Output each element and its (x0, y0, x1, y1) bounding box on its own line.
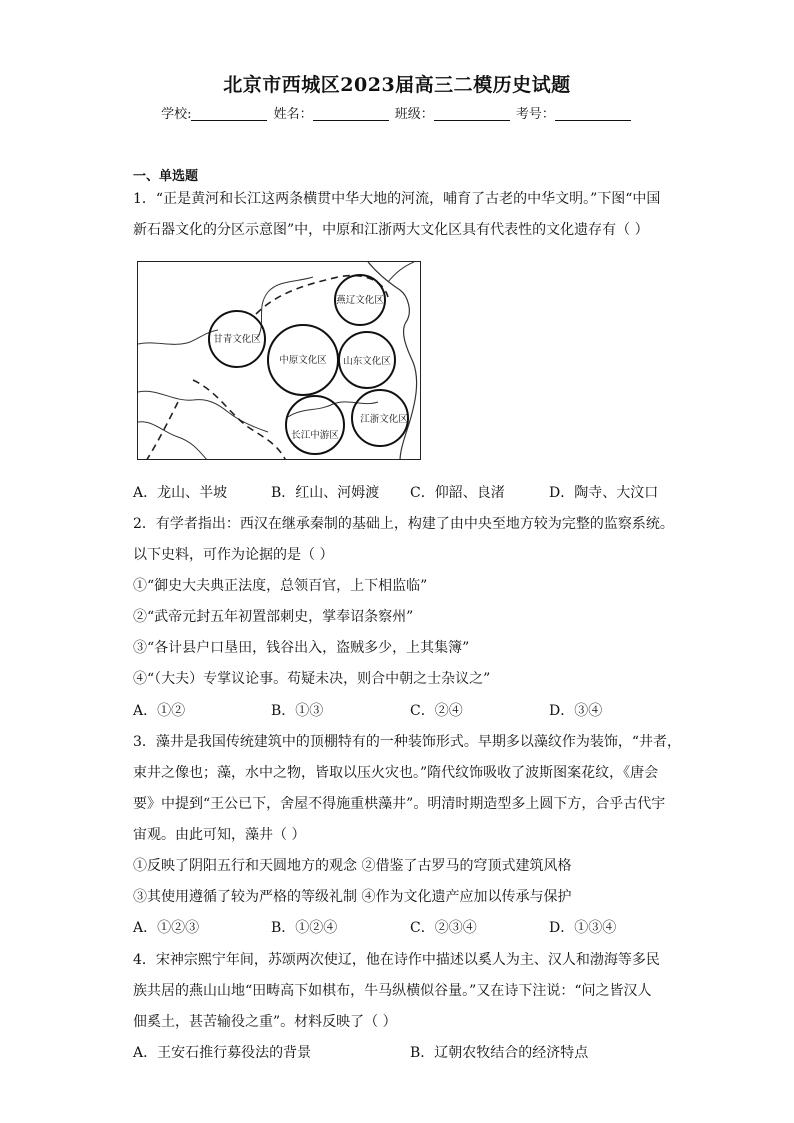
q2-line-1: 2．有学者指出：西汉在继承秦制的基础上，构建了由中央至地方较为完整的监察系统。 (133, 516, 674, 532)
q4-option-a[interactable]: A．王安石推行募役法的背景 (133, 1045, 312, 1061)
q3-line-2: 束井之像也；藻，水中之物，皆取以压火灾也。”隋代纹饰吸收了波斯图案花纹，《唐会 (133, 765, 659, 781)
region-label-ganqing: 甘青文化区 (213, 334, 261, 345)
map-svg (138, 262, 421, 460)
region-label-jiangzhe: 江浙文化区 (360, 414, 408, 425)
q2-option-d[interactable]: D．③④ (549, 703, 603, 719)
q4-line-1: 4．宋神宗熙宁年间，苏颂两次使辽，他在诗作中描述以奚人为主、汉人和渤海等多民 (133, 952, 660, 968)
q3-line-5: ①反映了阴阳五行和天圆地方的观念 ②借鉴了古罗马的穹顶式建筑风格 (133, 858, 572, 874)
id-label: 考号： (515, 107, 555, 122)
q2-line-5: ③“各计县户口垦田，钱谷出入，盗贼多少，上其集簿” (133, 640, 470, 656)
student-info-row (0, 103, 794, 122)
q4-line-3: 佃奚土，甚苦输役之重”。材料反映了（ ） (133, 1014, 397, 1030)
q1-line-1: 1．“正是黄河和长江这两条横贯中华大地的河流，哺育了古老的中华文明。”下图“中国 (133, 191, 661, 207)
q3-line-6: ③其使用遵循了较为严格的等级礼制 ④作为文化遗产应加以传承与保护 (133, 889, 572, 905)
q2-line-6: ④“（大夫）专掌议论事。苟疑未决，则合中朝之士杂议之” (133, 671, 491, 687)
q2-line-3: ①“御史大夫典正法度，总领百官，上下相监临” (133, 578, 428, 594)
q1-option-a[interactable]: A．龙山、半坡 (133, 485, 228, 501)
q2-line-4: ②“武帝元封五年初置部刺史，掌奉诏条察州” (133, 609, 414, 625)
region-label-zhongyuan: 中原文化区 (279, 355, 327, 366)
q1-option-b[interactable]: B．红山、河姆渡 (271, 485, 380, 501)
q2-option-c[interactable]: C．②④ (410, 703, 463, 719)
name-label: 姓名： (273, 107, 313, 122)
section-title: 一、单选题 (133, 169, 199, 184)
region-label-shandong: 山东文化区 (343, 356, 391, 367)
school-label: 学校: (161, 107, 192, 122)
q1-line-2: 新石器文化的分区示意图”中，中原和江浙两大文化区具有代表性的文化遗存有（ ） (133, 222, 649, 238)
q3-option-a[interactable]: A．①②③ (133, 920, 200, 936)
q3-option-c[interactable]: C．②③④ (410, 920, 477, 936)
q3-option-b[interactable]: B．①②④ (271, 920, 338, 936)
q2-line-2: 以下史料，可作为论据的是（ ） (133, 547, 334, 563)
exam-title: 北京市西城区2023届高三二模历史试题 (223, 74, 571, 96)
class-blank (434, 106, 510, 121)
id-blank (555, 106, 631, 121)
class-label: 班级： (394, 107, 434, 122)
q2-option-a[interactable]: A．①② (133, 703, 186, 719)
changjiang-circle (286, 396, 344, 454)
q4-option-b[interactable]: B．辽朝农牧结合的经济特点 (410, 1045, 589, 1061)
school-blank (191, 106, 267, 121)
q1-option-d[interactable]: D．陶寺、大汶口 (549, 485, 659, 501)
q2-option-b[interactable]: B．①③ (271, 703, 324, 719)
q3-line-1: 3．藻井是我国传统建筑中的顶棚特有的一种装饰形式。早期多以藻纹作为装饰，“井者， (133, 734, 682, 750)
region-label-changjiang: 长江中游区 (291, 430, 339, 441)
region-label-yanliao: 燕辽文化区 (336, 295, 384, 306)
q4-line-2: 族共居的燕山山地“田畴高下如棋布，牛马纵横似谷量。”又在诗下注说：“问之皆汉人 (133, 983, 652, 999)
q3-option-d[interactable]: D．①③④ (549, 920, 617, 936)
name-blank (313, 106, 389, 121)
q3-line-4: 宙观。由此可知，藻井（ ） (133, 827, 306, 843)
q3-line-3: 要》中提到“王公已下，舍屋不得施重栱藻井”。明清时期造型多上圆下方，合乎古代宇 (133, 796, 666, 812)
neolithic-culture-map (137, 261, 421, 460)
q1-option-c[interactable]: C．仰韶、良渚 (410, 485, 505, 501)
